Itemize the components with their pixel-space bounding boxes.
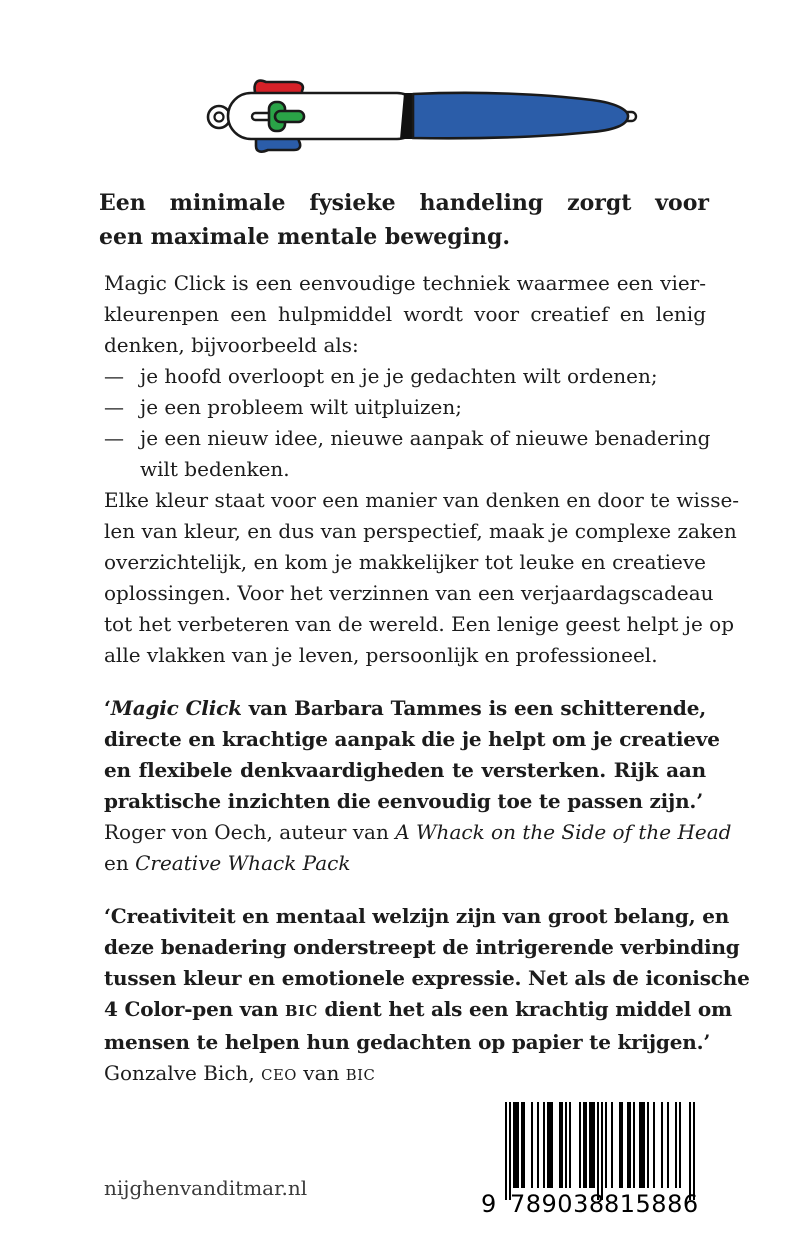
tagline: Een minimale fysieke handeling zorgt voor een maximale mentale beweging. [99,190,709,250]
em-dash-marker: — [104,364,124,388]
publisher-url: nijghenvanditmar.nl [104,1176,308,1200]
barcode-digits [481,1190,699,1220]
em-dash-marker: — [104,426,124,450]
list-item: — je een nieuw idee, nieuwe aanpak of nieuwe benadering wilt bedenken. [104,423,706,485]
pen-illustration [198,70,638,168]
list-item: — je een probleem wilt uitpluizen; [104,392,706,423]
description-paragraph: Elke kleur staat voor een manier van denken en door te wisse- len van kleur, en dus van perspectief, maak je complexe zaken overzichtelijk, en kom je makkelijker tot leuke en creatieve oplossingen. Voor het verzinnen van een verjaardagscadeau tot het verbeteren van de wereld. Een lenige geest helpt je op alle vlakken van je leven, persoonlijk en professioneel. [104,488,740,667]
feature-list [104,361,711,485]
barcode-bars [505,1102,695,1202]
back-cover-text [104,268,750,1091]
quote-gonzalve-bich: ‘Creativiteit en mentaal welzijn zijn van groot belang, en deze benadering onderstreept de intrigerende verbinding tussen kleur en emotionele expressie. Net als de iconische 4 Color-pen van BIC dient het als een krachtig middel om mensen te helpen hun gedachten op papier te krijgen.’ [104,904,750,1054]
em-dash-marker: — [104,395,124,419]
four-color-pen-icon [198,70,638,168]
intro-paragraph: Magic Click is een eenvoudige techniek waarmee een vier- kleurenpen een hulpmiddel wordt voor creatief en lenig denken, bijvoorbeeld als: [104,271,706,357]
isbn-left-group: 789038 [510,1190,605,1218]
barcode [481,1102,699,1222]
isbn-first-digit: 9 [481,1190,497,1218]
quote-roger-von-oech: ‘Magic Click van Barbara Tammes is een schitterende, directe en krachtige aanpak die je helpt om je creatieve en flexibele denkvaardigheden te versterken. Rijk aan praktische inzichten die eenvoudig toe te passen zijn.’ [104,696,720,813]
quote-gonzalve-bich-attribution: Gonzalve Bich, CEO van BIC [104,1061,376,1085]
quote-roger-von-oech-attribution: Roger von Oech, auteur van A Whack on the Side of the Head en Creative Whack Pack [104,820,732,875]
pen-body [413,93,628,138]
isbn-right-group: 815886 [604,1190,699,1218]
list-item: — je hoofd overloopt en je je gedachten wilt ordenen; [104,361,706,392]
